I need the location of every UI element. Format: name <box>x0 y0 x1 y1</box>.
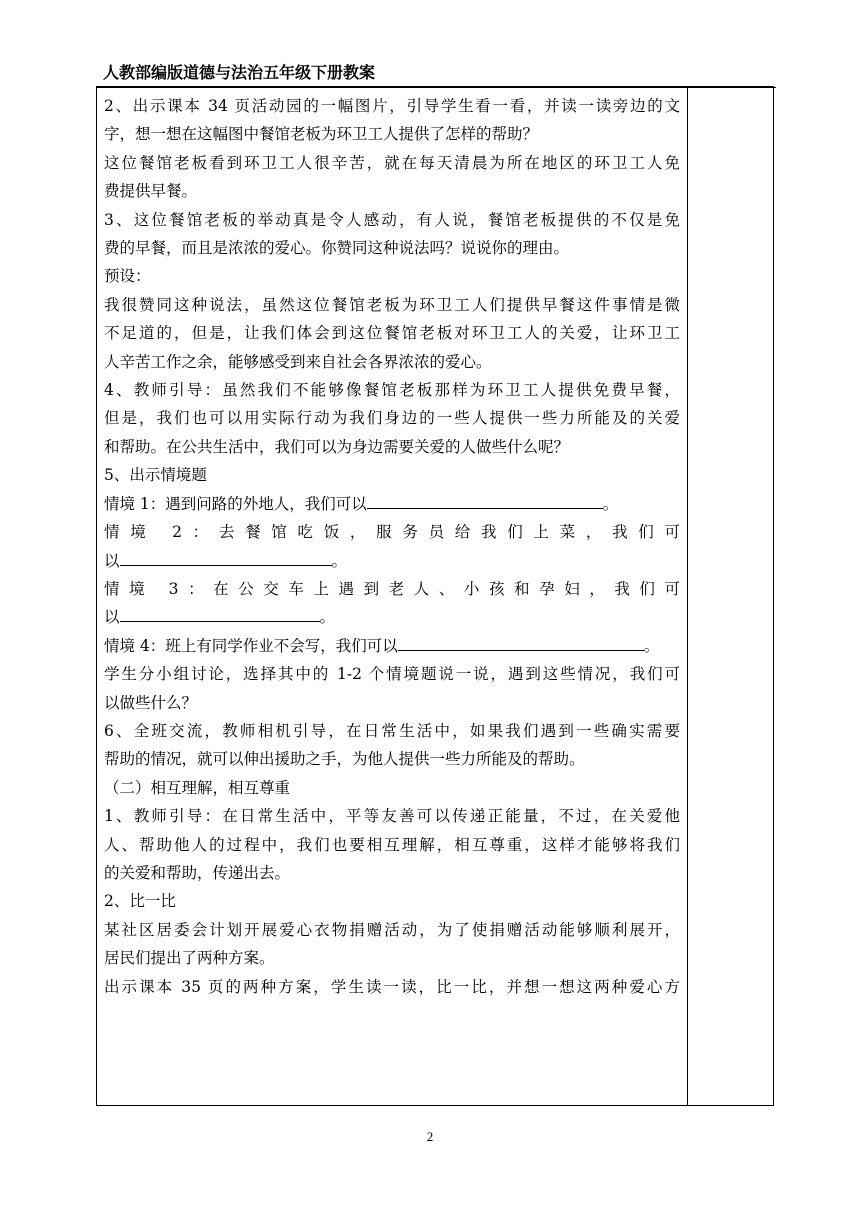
text-line: 2、出示课本 34 页活动园的一幅图片，引导学生看一看，并读一读旁边的文 <box>104 97 680 115</box>
text-line: 出示课本 35 页的两种方案，学生读一读，比一比，并想一想这两种爱心方 <box>104 977 680 996</box>
text-line: 这位餐馆老板看到环卫工人很辛苦，就在每天清晨为所在地区的环卫工人免 <box>104 153 680 172</box>
answer-blank <box>398 632 644 651</box>
period: 。 <box>319 608 336 627</box>
text-line: 3、这位餐馆老板的举动真是令人感动，有人说，餐馆老板提供的不仅是免 <box>104 210 680 229</box>
text-line: 预设： <box>104 267 151 286</box>
scenario-3-cont <box>104 603 680 631</box>
text-line: 字，想一想在这幅图中餐馆老板为环卫工人提供了怎样的帮助？ <box>104 125 539 144</box>
text-line: 2、比一比 <box>104 892 176 911</box>
scenario-4-text: 情境 4：班上有同学作业不会写，我们可以 <box>104 636 398 655</box>
page-header-title: 人教部编版道德与法治五年级下册教案 <box>103 63 376 82</box>
scenario-3: 情境 3：在公交车上遇到老人、小孩和孕妇，我们可 <box>104 579 680 598</box>
scenario-2-cont <box>104 547 680 575</box>
text-line: 但是，我们也可以用实际行动为我们身边的一些人提供一些力所能及的关爱 <box>104 409 680 428</box>
text-line: 费的早餐，而且是浓浓的爱心。你赞同这种说法吗？说说你的理由。 <box>104 239 570 258</box>
text-line: 人辛苦工作之余，能够感受到来自社会各界浓浓的爱心。 <box>104 352 492 371</box>
scenario-2: 情境 2：去餐馆吃饭，服务员给我们上菜，我们可 <box>104 523 680 542</box>
period: 。 <box>643 636 660 655</box>
scenario-1 <box>104 490 680 518</box>
text-line: 某社区居委会计划开展爱心衣物捐赠活动，为了使捐赠活动能够顺利展开， <box>104 920 680 939</box>
scenario-2-text: 以 <box>104 551 120 570</box>
text-line: 6、全班交流，教师相机引导，在日常生活中，如果我们遇到一些确实需要 <box>104 721 680 740</box>
text-line: 以做些什么？ <box>104 693 198 712</box>
text-line: 费提供早餐。 <box>104 182 198 201</box>
text-line: 5、出示情境题 <box>104 466 207 485</box>
column-divider <box>687 87 688 1105</box>
text-line: 人、帮助他人的过程中，我们也要相互理解，相互尊重，这样才能够将我们 <box>104 835 680 854</box>
answer-blank <box>120 603 320 622</box>
answer-blank <box>120 547 332 566</box>
section-heading: （二）相互理解，相互尊重 <box>104 778 291 797</box>
scenario-4 <box>104 632 680 660</box>
scenario-3-text: 以 <box>104 608 120 627</box>
text-line: 学生分小组讨论，选择其中的 1-2 个情境题说一说，遇到这些情况，我们可 <box>104 665 680 684</box>
lesson-plan-table <box>96 86 774 1106</box>
period: 。 <box>602 494 619 513</box>
text-line: 帮助的情况，就可以伸出援助之手，为他人提供一些力所能及的帮助。 <box>104 750 585 769</box>
page-number: 2 <box>426 1129 434 1144</box>
text-line: 我很赞同这种说法，虽然这位餐馆老板为环卫工人们提供早餐这件事情是微 <box>104 295 680 314</box>
answer-blank <box>367 490 603 509</box>
scenario-1-text: 情境 1：遇到问路的外地人，我们可以 <box>104 494 367 513</box>
text-line: 居民们提出了两种方案。 <box>104 949 275 968</box>
text-line: 不足道的，但是，让我们体会到这位餐馆老板对环卫工人的关爱，让环卫工 <box>104 324 680 343</box>
text-line: 1、教师引导：在日常生活中，平等友善可以传递正能量，不过，在关爱他 <box>104 807 680 826</box>
text-line: 和帮助。在公共生活中，我们可以为身边需要关爱的人做些什么呢？ <box>104 437 570 456</box>
lesson-content-cell <box>104 92 680 1001</box>
period: 。 <box>331 551 348 570</box>
text-line: 的关爱和帮助，传递出去。 <box>104 863 291 882</box>
text-line: 4、教师引导：虽然我们不能够像餐馆老板那样为环卫工人提供免费早餐， <box>104 381 680 400</box>
